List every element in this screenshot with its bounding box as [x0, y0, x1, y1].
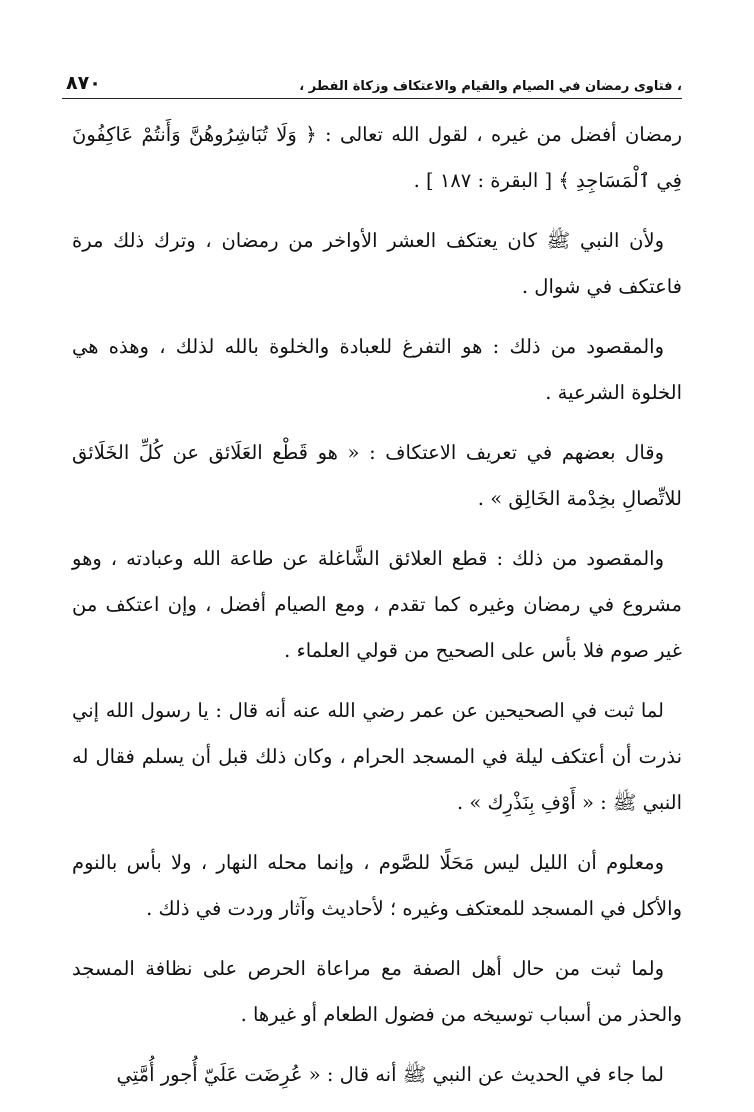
- paragraph: رمضان أفضل من غيره ، لقول الله تعالى : ﴿ وَلَا تُبَاشِرُوهُنَّ وَأَنتُمْ عَاكِفُونَ فِي ٱلْمَسَاجِدِ ﴾ [ البقرة : ١٨٧ ] .: [72, 123, 682, 192]
- running-header: [62, 62, 682, 99]
- paragraph: وقال بعضهم في تعريف الاعتكاف : « هو قَطْع العَلَائق عن كُلِّ الخَلَائق للاتِّصالِ بخِدْمة الخَالِق » .: [72, 441, 682, 510]
- paragraph: والمقصود من ذلك : هو التفرغ للعبادة والخلوة بالله لذلك ، وهذه هي الخلوة الشرعية .: [72, 335, 682, 404]
- running-title: ، فتاوى رمضان في الصيام والقيام والاعتكاف وزكاة الفطر ،: [299, 79, 682, 94]
- paragraph: لما ثبت في الصحيحين عن عمر رضي الله عنه أنه قال : يا رسول الله إني نذرت أن أعتكف ليلة في المسجد الحرام ، وكان ذلك قبل أن يسلم فقال له النبي ﷺ : « أَوْفِ بِنَذْرِك » .: [72, 699, 682, 814]
- page-number: ٨٧٠: [66, 72, 101, 94]
- paragraph: والمقصود من ذلك : قطع العلائق الشَّاغلة عن طاعة الله وعبادته ، وهو مشروع في رمضان وغيره كما تقدم ، ومع الصيام أفضل ، وإن اعتكف من غير صوم فلا بأس على الصحيح من قولي العلماء .: [72, 547, 682, 662]
- paragraph: ومعلوم أن الليل ليس مَحَلًا للصَّوم ، وإنما محله النهار ، ولا بأس بالنوم والأكل في المسجد للمعتكف وغيره ؛ لأحاديث وآثار وردت في ذلك .: [72, 851, 682, 920]
- paragraph: ولأن النبي ﷺ كان يعتكف العشر الأواخر من رمضان ، وترك ذلك مرة فاعتكف في شوال .: [72, 229, 682, 298]
- paragraph: ولما ثبت من حال أهل الصفة مع مراعاة الحرص على نظافة المسجد والحذر من أسباب توسيخه من فضول الطعام أو غيرها .: [72, 957, 682, 1026]
- body-text: [72, 112, 682, 1112]
- paragraph: لما جاء في الحديث عن النبي ﷺ أنه قال : « عُرِضَت عَلَيّ أُجور أُمَّتِي: [116, 1063, 664, 1086]
